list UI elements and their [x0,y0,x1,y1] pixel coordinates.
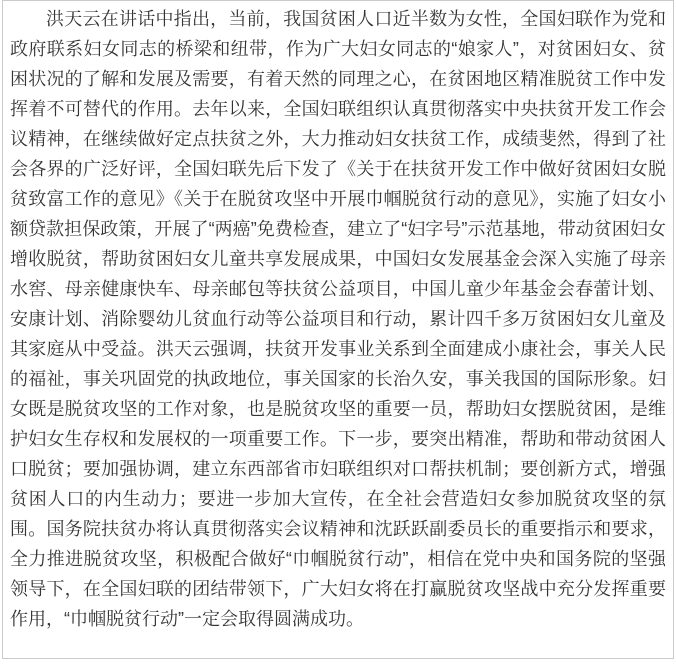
article-text-panel [2,0,674,659]
article-paragraph: 洪天云在讲话中指出，当前，我国贫困人口近半数为女性，全国妇联作为党和政府联系妇女同志的桥梁和纽带，作为广大妇女同志的“娘家人”，对贫困妇女、贫困状况的了解和发展及需要，有着天然的同理之心，在贫困地区精准脱贫工作中发挥着不可替代的作用。去年以来，全国妇联组织认真贯彻落实中央扶贫开发工作会议精神，在继续做好定点扶贫之外，大力推动妇女扶贫工作，成绩斐然，得到了社会各界的广泛好评，全国妇联先后下发了《关于在扶贫开发工作中做好贫困妇女脱贫致富工作的意见》《关于在脱贫攻坚中开展巾帼脱贫行动的意见》，实施了妇女小额贷款担保政策，开展了“两癌”免费检查，建立了“妇字号”示范基地，带动贫困妇女增收脱贫，帮助贫困妇女儿童共享发展成果，中国妇女发展基金会深入实施了母亲水窖、母亲健康快车、母亲邮包等扶贫公益项目，中国儿童少年基金会春蕾计划、安康计划、消除婴幼儿贫血行动等公益项目和行动，累计四千多万贫困妇女儿童及其家庭从中受益。洪天云强调，扶贫开发事业关系到全面建成小康社会，事关人民的福祉，事关巩固党的执政地位，事关国家的长治久安，事关我国的国际形象。妇女既是脱贫攻坚的工作对象，也是脱贫攻坚的重要一员，帮助妇女摆脱贫困，是维护妇女生存权和发展权的一项重要工作。下一步，要突出精准，帮助和带动贫困人口脱贫；要加强协调，建立东西部省市妇联组织对口帮扶机制；要创新方式，增强贫困人口的内生动力；要进一步加大宣传，在全社会营造妇女参加脱贫攻坚的氛围。国务院扶贫办将认真贯彻落实会议精神和沈跃跃副委员长的重要指示和要求，全力推进脱贫攻坚，积极配合做好“巾帼脱贫行动”，相信在党中央和国务院的坚强领导下，在全国妇联的团结带领下，广大妇女将在打赢脱贫攻坚战中充分发挥重要作用，“巾帼脱贫行动”一定会取得圆满成功。 [10,9,666,629]
